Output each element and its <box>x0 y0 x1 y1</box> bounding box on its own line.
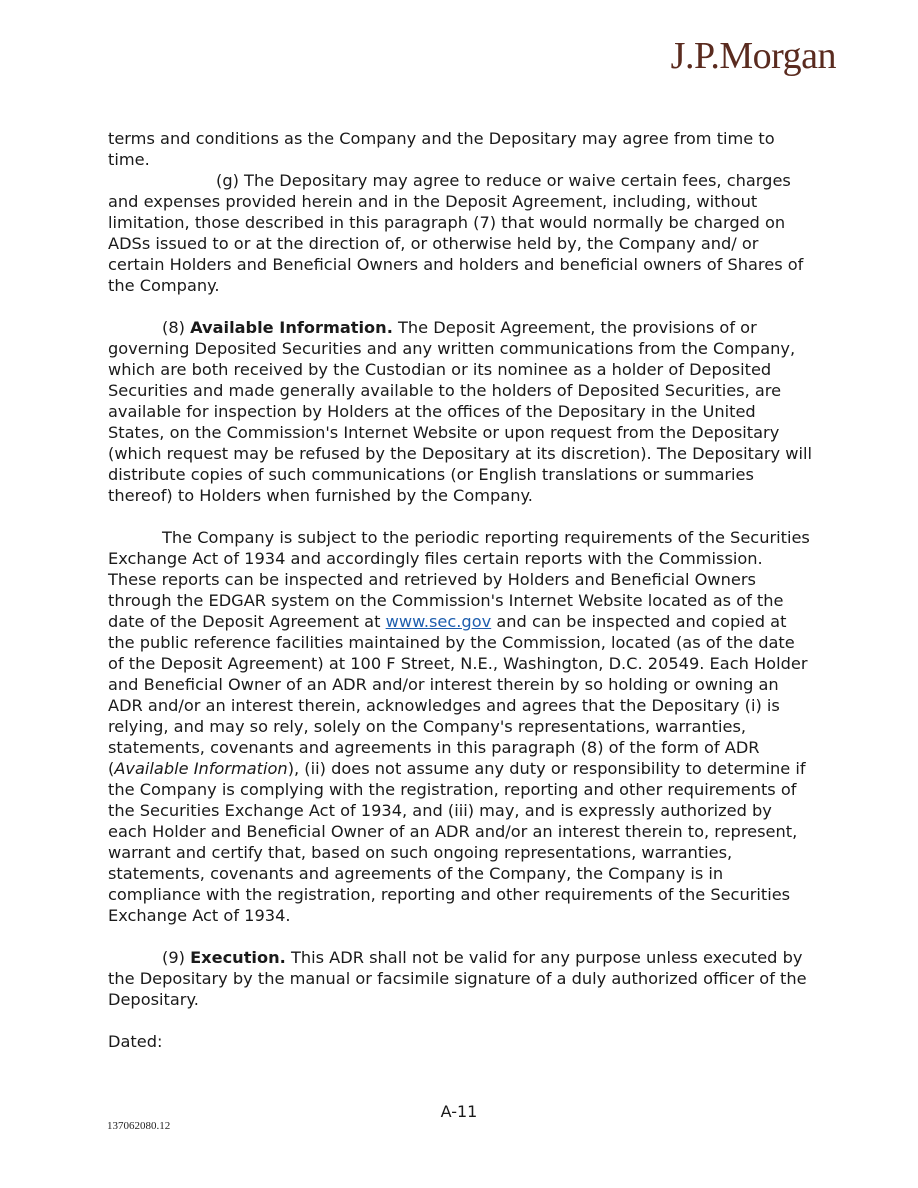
paragraph-8-heading: Available Information. <box>190 318 393 337</box>
reporting-text-2: and can be inspected and copied at the public reference facilities maintained by the Commission, located (as of the date of the Deposit Agreement) at 100 F Street, N.E., Washington, D.C. 20549. Each Holder and Beneficial Owner of an ADR and/or interest therein by so holding or owning an ADR and/or an interest therein, acknowledges and agrees that the Depositary (i) is relying, and may so rely, solely on the Company's representations, warranties, statements, covenants and agreements in this paragraph (8) of the form of ADR ( <box>108 612 808 778</box>
paragraph-9 <box>108 947 814 1010</box>
dated-label: Dated: <box>108 1032 163 1051</box>
paragraph-9-text: This ADR shall not be valid for any purpose unless executed by the Depositary by the manual or facsimile signature of a duly authorized officer of the Depositary. <box>108 948 807 1009</box>
sec-website-link[interactable]: www.sec.gov <box>385 612 492 631</box>
paragraph-company-reporting <box>108 527 814 926</box>
reporting-italic-term: Available Information <box>114 759 288 778</box>
paragraph-8-text: The Deposit Agreement, the provisions of or governing Deposited Securities and any written communications from the Company, which are both received by the Custodian or its nominee as a holder of Deposited Securities and made generally available to the holders of Deposited Securities, are available for inspection by Holders at the offices of the Depositary in the United States, on the Commission's Internet Website or upon request from the Depositary (which request may be refused by the Depositary at its discretion). The Depositary will distribute copies of such communications (or English translations or summaries thereof) to Holders when furnished by the Company. <box>108 318 812 505</box>
jpmorgan-logo: J.P.Morgan <box>670 35 836 77</box>
reporting-text-3: ), (ii) does not assume any duty or responsibility to determine if the Company is complying with the registration, reporting and other requirements of the Securities Exchange Act of 1934, and (iii) may, and is expressly authorized by each Holder and Beneficial Owner of an ADR and/or an interest therein to, represent, warrant and certify that, based on such ongoing representations, warranties, statements, covenants and agreements of the Company, the Company is in compliance with the registration, reporting and other requirements of the Securities Exchange Act of 1934. <box>108 759 806 925</box>
reporting-text-1: The Company is subject to the periodic reporting requirements of the Securities Exchange Act of 1934 and accordingly files certain reports with the Commission. These reports can be inspected and retrieved by Holders and Beneficial Owners through the EDGAR system on the Commission's Internet Website located as of the date of the Deposit Agreement at <box>108 528 810 631</box>
paragraph-g: (g) The Depositary may agree to reduce or waive certain fees, charges and expenses provided herein and in the Deposit Agreement, including, without limitation, those described in this paragraph (7) that would normally be charged on ADSs issued to or at the direction of, or otherwise held by, the Company and/ or certain Holders and Beneficial Owners and holders and beneficial owners of Shares of the Company. <box>108 171 804 295</box>
document-body <box>108 128 814 1052</box>
paragraph-9-heading: Execution. <box>190 948 286 967</box>
paragraph-continuation: terms and conditions as the Company and the Depositary may agree from time to time. <box>108 129 775 169</box>
paragraph-8-number: (8) <box>162 318 185 337</box>
document-id: 137062080.12 <box>107 1120 171 1132</box>
page-number: A-11 <box>440 1102 478 1121</box>
paragraph-9-number: (9) <box>162 948 185 967</box>
paragraph-8 <box>108 317 814 506</box>
